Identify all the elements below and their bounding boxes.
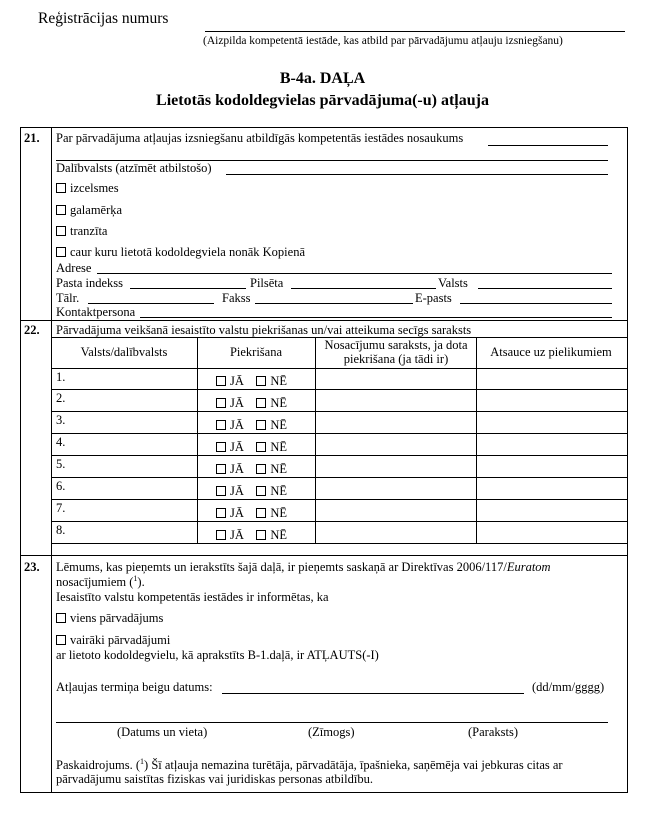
section-22-number: 22. <box>24 323 40 337</box>
col-header-conditions: Nosacījumu saraksts, ja dota piekrišana (ja tādi ir) <box>324 338 468 366</box>
consent-table-bottom <box>51 543 627 544</box>
row-number: 4. <box>56 435 66 449</box>
signature-line[interactable] <box>56 722 608 723</box>
expiry-date-label: Atļaujas termiņa beigu datums: <box>56 680 213 694</box>
postcode-label: Pasta indekss <box>56 276 124 290</box>
row-divider <box>51 455 627 456</box>
registration-note: (Aizpilda kompetentā iestāde, kas atbild par pārvadājumu atļauju izsniegšanu) <box>203 35 563 47</box>
checkbox-origin[interactable] <box>56 183 66 193</box>
consent-choice[interactable]: JĀ NĒ <box>216 506 287 521</box>
checkbox-transit[interactable] <box>56 226 66 236</box>
section-23-number: 23. <box>24 560 40 574</box>
col-divider <box>197 337 198 543</box>
member-state-field[interactable] <box>226 174 608 175</box>
part-subtitle: Lietotās kodoldegvielas pārvadājuma(-u) atļauja <box>156 92 489 109</box>
row-divider <box>51 433 627 434</box>
decision-text-cont: nosacījumiem ($^1$). <box>56 574 145 590</box>
authority-name-field[interactable] <box>488 145 608 146</box>
consent-list-title: Pārvadājuma veikšanā iesaistīto valstu piekrišanas un/vai atteikuma secīgs saraksts <box>56 323 472 337</box>
checkbox-yes[interactable] <box>216 376 226 386</box>
city-field[interactable] <box>291 288 436 289</box>
checkbox-no[interactable] <box>256 420 266 430</box>
country-field[interactable] <box>478 288 612 289</box>
number-column-divider <box>51 127 52 792</box>
address-field[interactable] <box>97 273 612 274</box>
consent-choice[interactable]: JĀ NĒ <box>216 440 287 455</box>
authorised-text: ar lietoto kodoldegvielu, kā aprakstīts B-1.daļā, ir ATĻAUTS(-I) <box>56 648 379 662</box>
address-label: Adrese <box>56 261 92 275</box>
consent-choice[interactable]: JĀ NĒ <box>216 462 287 477</box>
date-place-caption: (Datums un vieta) <box>117 725 208 739</box>
fax-field[interactable] <box>255 303 413 304</box>
country-label: Valsts <box>438 276 468 290</box>
checkbox-yes[interactable] <box>216 464 226 474</box>
checkbox-yes[interactable] <box>216 442 226 452</box>
checkbox-destination[interactable] <box>56 205 66 215</box>
option-origin[interactable]: izcelsmes <box>56 181 119 196</box>
checkbox-no[interactable] <box>256 442 266 452</box>
section-21-divider <box>20 320 627 321</box>
checkbox-yes[interactable] <box>216 508 226 518</box>
explanatory-note: Paskaidrojums. ($^1$) Šī atļauja nemazina turētāja, pārvadātāja, īpašnieka, saņēmēja vai jebkuras citas ar <box>56 757 563 773</box>
checkbox-no[interactable] <box>256 530 266 540</box>
email-field[interactable] <box>460 303 612 304</box>
checkbox-yes[interactable] <box>216 398 226 408</box>
checkbox-yes[interactable] <box>216 530 226 540</box>
registration-number-label: Reģistrācijas numurs <box>38 10 169 27</box>
contact-person-label: Kontaktpersona <box>56 305 136 319</box>
consent-choice[interactable]: JĀ NĒ <box>216 374 287 389</box>
checkbox-multiple[interactable] <box>56 635 66 645</box>
postcode-field[interactable] <box>130 288 246 289</box>
section-21-number: 21. <box>24 131 40 145</box>
checkbox-yes[interactable] <box>216 420 226 430</box>
phone-label: Tālr. <box>56 291 80 305</box>
checkbox-no[interactable] <box>256 398 266 408</box>
col-divider <box>476 337 477 543</box>
fax-label: Fakss <box>222 291 251 305</box>
option-multiple-shipments[interactable]: vairāki pārvadājumi <box>56 633 170 648</box>
stamp-caption: (Zīmogs) <box>308 725 355 739</box>
row-number: 3. <box>56 413 66 427</box>
email-label: E-pasts <box>415 291 452 305</box>
contact-person-field[interactable] <box>140 317 612 318</box>
consent-table-header-bottom <box>51 368 627 369</box>
col-divider <box>315 337 316 543</box>
checkbox-no[interactable] <box>256 486 266 496</box>
city-label: Pilsēta <box>250 276 284 290</box>
option-entry[interactable]: caur kuru lietotā kodoldegviela nonāk Kopienā <box>56 245 305 260</box>
consent-choice[interactable]: JĀ NĒ <box>216 396 287 411</box>
checkbox-yes[interactable] <box>216 486 226 496</box>
consent-choice[interactable]: JĀ NĒ <box>216 418 287 433</box>
checkbox-single[interactable] <box>56 613 66 623</box>
row-divider <box>51 499 627 500</box>
checkbox-entry[interactable] <box>56 247 66 257</box>
option-transit[interactable]: tranzīta <box>56 224 107 239</box>
member-state-label: Dalībvalsts (atzīmēt atbilstošo) <box>56 161 212 175</box>
row-number: 7. <box>56 501 66 515</box>
checkbox-no[interactable] <box>256 376 266 386</box>
row-number: 5. <box>56 457 66 471</box>
checkbox-no[interactable] <box>256 464 266 474</box>
signature-caption: (Paraksts) <box>468 725 518 739</box>
date-format-hint: (dd/mm/gggg) <box>532 680 605 694</box>
registration-number-field[interactable] <box>205 31 625 32</box>
row-divider <box>51 477 627 478</box>
option-single-shipment[interactable]: viens pārvadājums <box>56 611 163 626</box>
row-number: 8. <box>56 523 66 537</box>
option-destination[interactable]: galamērķa <box>56 203 122 218</box>
authority-name-label: Par pārvadājuma atļaujas izsniegšanu atbildīgās kompetentās iestādes nosaukums <box>56 131 464 145</box>
col-header-country: Valsts/dalībvalsts <box>80 345 168 359</box>
col-header-consent: Piekrišana <box>229 345 283 359</box>
consent-choice[interactable]: JĀ NĒ <box>216 484 287 499</box>
row-divider <box>51 521 627 522</box>
col-header-annex: Atsauce uz pielikumiem <box>490 345 612 359</box>
row-number: 2. <box>56 391 66 405</box>
checkbox-no[interactable] <box>256 508 266 518</box>
row-divider <box>51 389 627 390</box>
row-number: 6. <box>56 479 66 493</box>
explanatory-note-cont: pārvadājumu saistītas fiziskas vai juridiskas personas atbildību. <box>56 772 373 786</box>
section-22-divider <box>20 555 627 556</box>
decision-text: Lēmums, kas pieņemts un ierakstīts šajā daļā, ir pieņemts saskaņā ar Direktīvas 2006/117/Euratom <box>56 560 551 574</box>
row-number: 1. <box>56 370 66 384</box>
part-title: B-4a. DAĻA <box>279 70 366 87</box>
row-divider <box>51 411 627 412</box>
phone-field[interactable] <box>88 303 214 304</box>
expiry-date-field[interactable] <box>222 693 524 694</box>
consent-choice[interactable]: JĀ NĒ <box>216 528 287 543</box>
informed-text: Iesaistīto valstu kompetentās iestādes ir informētas, ka <box>56 590 329 604</box>
